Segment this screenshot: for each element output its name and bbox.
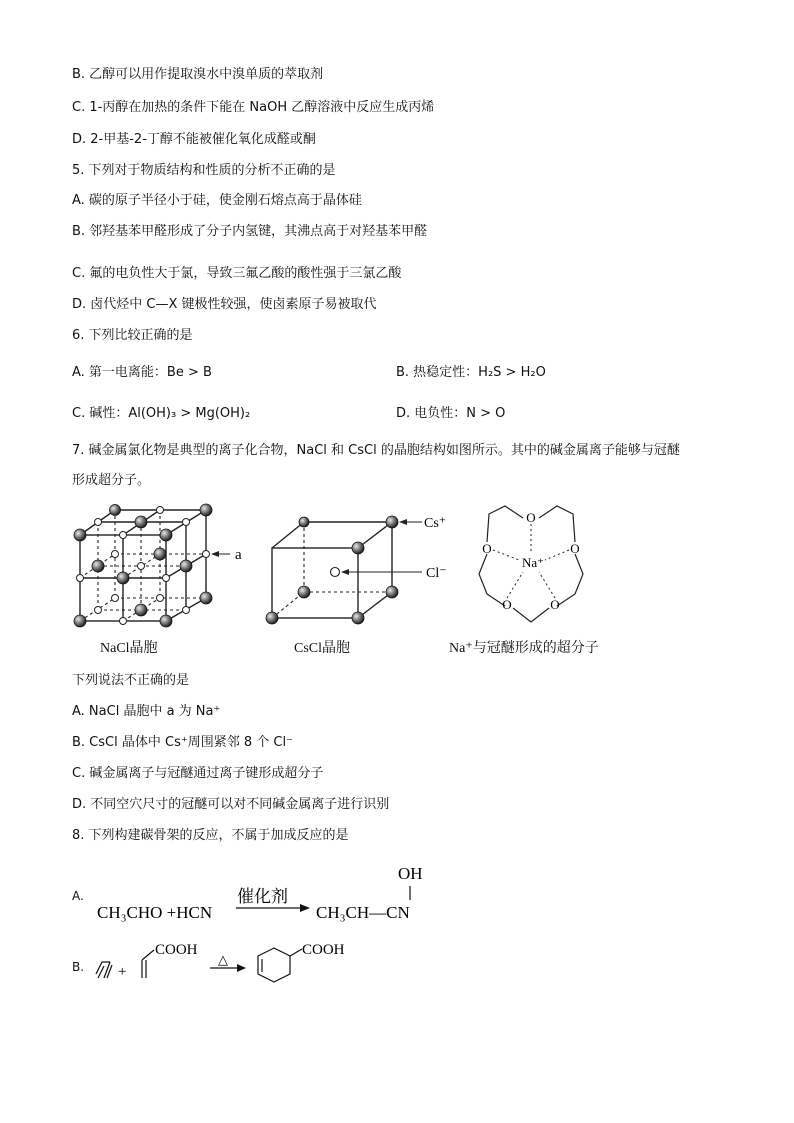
q8-stem: 8. 下列构建碳骨架的反应，不属于加成反应的是: [72, 828, 349, 843]
crown-caption: Na⁺与冠醚形成的超分子: [449, 641, 599, 656]
q8-a-catalyst: 催化剂: [237, 887, 288, 906]
q8-b-heat: △: [218, 952, 228, 967]
crown-oxygen-1: O: [526, 510, 536, 525]
q8-option-b-label: B.: [72, 960, 85, 974]
nacl-caption: NaCl晶胞: [100, 641, 158, 656]
q6-option-c: C. 碱性：Al(OH)₃ > Mg(OH)₂: [72, 406, 251, 421]
q7-option-c: C. 碱金属离子与冠醚通过离子键形成超分子: [72, 766, 324, 781]
q8-option-a-label: A.: [72, 889, 84, 903]
nacl-unit-cell-figure: [70, 498, 255, 636]
q8-b-cooh-reactant: COOH: [155, 942, 198, 958]
q8-reaction-a: [92, 862, 442, 924]
q8-b-plus: +: [118, 964, 127, 980]
cs-ion-label: Cs⁺: [424, 516, 447, 531]
crown-center-ion: Na⁺: [521, 555, 545, 570]
q7-option-a: A. NaCl 晶胞中 a 为 Na⁺: [72, 704, 221, 719]
q8-a-reactants: CH₃CHO +HCN: [97, 903, 213, 922]
q4-option-c: C. 1-丙醇在加热的条件下能在 NaOH 乙醇溶液中反应生成丙烯: [72, 100, 435, 115]
q5-stem: 5. 下列对于物质结构和性质的分析不正确的是: [72, 163, 336, 178]
q5-option-d: D. 卤代烃中 C—X 键极性较强，使卤素原子易被取代: [72, 297, 377, 312]
cl-ion-label: Cl⁻: [426, 566, 447, 581]
q7-stem-line2: 形成超分子。: [72, 473, 151, 488]
crown-ether-figure: [465, 498, 615, 630]
q8-reaction-b: [92, 934, 382, 994]
crown-oxygen-3: O: [570, 541, 580, 556]
q8-a-hydroxyl: OH: [398, 864, 423, 883]
q6-option-b: B. 热稳定性：H₂S > H₂O: [396, 365, 546, 380]
q5-option-b: B. 邻羟基苯甲醛形成了分子内氢键，其沸点高于对羟基苯甲醛: [72, 224, 428, 239]
q7-ask: 下列说法不正确的是: [72, 673, 190, 688]
q6-stem: 6. 下列比较正确的是: [72, 328, 193, 343]
q6-option-d: D. 电负性：N > O: [396, 406, 506, 421]
q7-stem-line1: 7. 碱金属氯化物是典型的离子化合物，NaCl 和 CsCl 的晶胞结构如图所示。其中的碱金属离子能够与冠醚: [72, 443, 680, 458]
crown-oxygen-5: O: [550, 597, 560, 612]
q4-option-b: B. 乙醇可以用作提取溴水中溴单质的萃取剂: [72, 67, 324, 82]
crown-oxygen-2: O: [482, 541, 492, 556]
q4-option-d: D. 2-甲基-2-丁醇不能被催化氧化成醛或酮: [72, 132, 316, 147]
cscl-unit-cell-figure: [262, 506, 462, 626]
q7-option-d: D. 不同空穴尺寸的冠醚可以对不同碱金属离子进行识别: [72, 797, 390, 812]
q7-option-b: B. CsCl 晶体中 Cs⁺周围紧邻 8 个 Cl⁻: [72, 735, 293, 750]
cscl-caption: CsCl晶胞: [294, 641, 351, 656]
q5-option-a: A. 碳的原子半径小于硅，使金刚石熔点高于晶体硅: [72, 193, 362, 208]
q6-option-a: A. 第一电离能：Be > B: [72, 365, 212, 380]
q8-a-product: CH₃CH—CN: [316, 903, 410, 922]
q8-b-cooh-product: COOH: [302, 942, 345, 958]
nacl-marker-a: a: [235, 547, 242, 563]
q5-option-c: C. 氟的电负性大于氯，导致三氟乙酸的酸性强于三氯乙酸: [72, 266, 402, 281]
crown-oxygen-4: O: [502, 597, 512, 612]
